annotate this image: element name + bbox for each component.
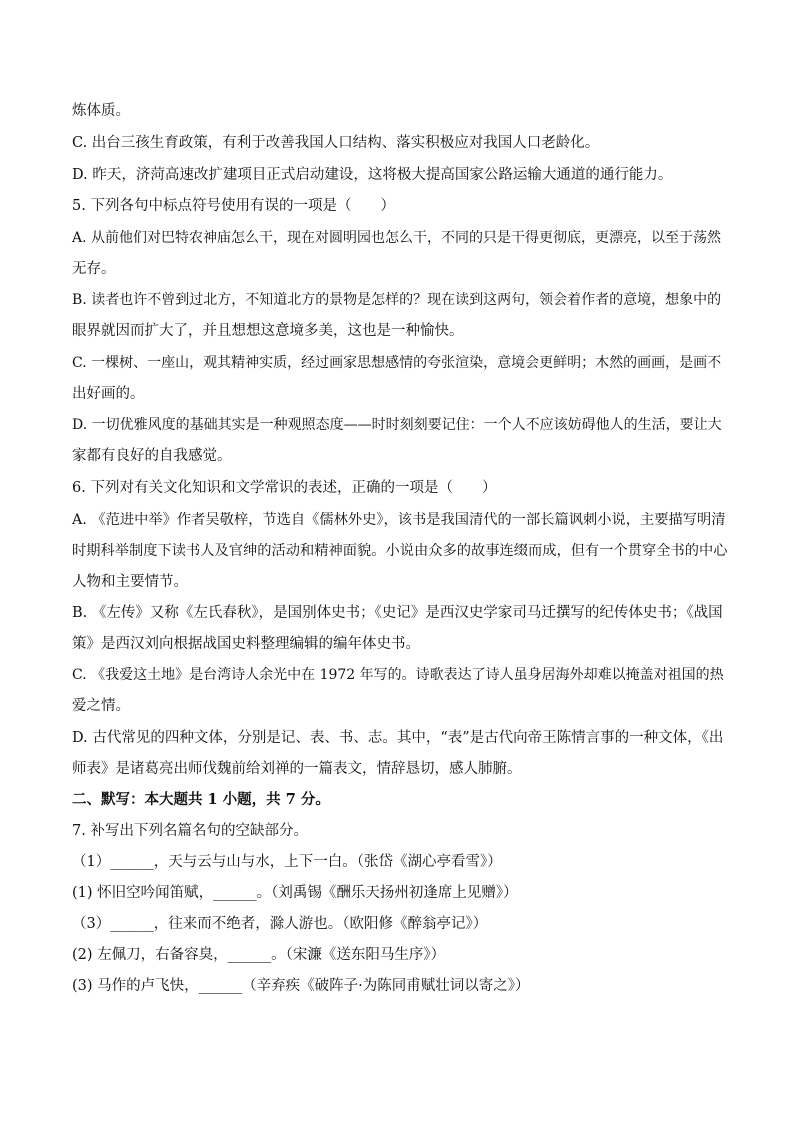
option-a: A. 《范进中举》作者吴敬梓，节选自《儒林外史》，该书是我国清代的一部长篇讽刺小说，主要描写明清 <box>72 512 726 528</box>
option-b: B. 《左传》又称《左氏春秋》，是国别体史书；《史记》是西汉史学家司马迁撰写的纪传体史书；《战国 <box>72 605 723 621</box>
option-c: C. 一棵树、一座山，观其精神实质，经过画家思想感情的夸张渲染，意境会更鲜明；木然的画画，是画不 <box>72 355 722 371</box>
option-a: A. 从前他们对巴特农神庙怎么干，现在对圆明园也怎么干，不同的只是干得更彻底，更漂亮，以至于荡然 <box>72 230 722 246</box>
fill-blank-item: (2) 左佩刀，右备容臭，______。（宋濂《送东阳马生序》） <box>72 947 446 963</box>
fill-blank-item: (3) 马作的卢飞快，______（辛弃疾《破阵子·为陈同甫赋壮词以寄之》） <box>72 978 530 994</box>
text-line: 眼界就因而扩大了，并且想想这意境多美，这也是一种愉快。 <box>72 323 464 339</box>
text-line: 出好画的。 <box>72 386 145 402</box>
option-d: D. 一切优雅风度的基础其实是一种观照态度——时时刻刻要记住：一个人不应该妨碍他人的生活，要让大 <box>72 417 722 433</box>
text-line: 师表》是诸葛亮出师伐魏前给刘禅的一篇表文，情辞恳切，感人肺腑。 <box>72 761 522 777</box>
question-5: 5. 下列各句中标点符号使用有误的一项是（ ） <box>72 198 395 214</box>
option-d: D. 古代常见的四种文体，分别是记、表、书、志。其中，“表”是古代向帝王陈情言事的一种文体，《出 <box>72 730 724 746</box>
option-d: D. 昨天，济菏高速改扩建项目正式启动建设，这将极大提高国家公路运输大通道的通行能力。 <box>72 167 673 183</box>
text-line: 炼体质。 <box>72 103 130 119</box>
text-line: 策》是西汉刘向根据战国史料整理编辑的编年体史书。 <box>72 636 420 652</box>
option-b: B. 读者也许不曾到过北方，不知道北方的景物是怎样的？现在读到这两句，领会着作者的意境，想象中的 <box>72 292 722 308</box>
question-7: 7. 补写出下列名篇名句的空缺部分。 <box>72 823 308 839</box>
section-heading: 二、默写：本大题共 1 小题，共 7 分。 <box>72 791 330 808</box>
text-line: 无存。 <box>72 261 116 277</box>
text-line: 家都有良好的自我感觉。 <box>72 448 232 464</box>
fill-blank-item: （3）______，往来而不绝者，滁人游也。（欧阳修《醉翁亭记》） <box>72 916 488 932</box>
fill-blank-item: （1）______，天与云与山与水，上下一白。（张岱《湖心亭看雪》） <box>72 854 502 870</box>
text-line: 时期科举制度下读书人及官绅的活动和精神面貌。小说由众多的故事连缀而成，但有一个贯穿全书的中心 <box>72 543 728 559</box>
text-line: 人物和主要情节。 <box>72 574 188 590</box>
text-line: 爱之情。 <box>72 698 130 714</box>
question-6: 6. 下列对有关文化知识和文学常识的表述，正确的一项是（ ） <box>72 480 497 496</box>
option-c: C. 出台三孩生育政策，有利于改善我国人口结构、落实积极应对我国人口老龄化。 <box>72 135 600 151</box>
option-c: C. 《我爱这土地》是台湾诗人余光中在 1972 年写的。诗歌表达了诗人虽身居海外却难以掩盖对祖国的热 <box>72 667 724 683</box>
fill-blank-item: (1) 怀旧空吟闻笛赋，______。（刘禹锡《酬乐天扬州初逢席上见赠》） <box>72 885 518 901</box>
